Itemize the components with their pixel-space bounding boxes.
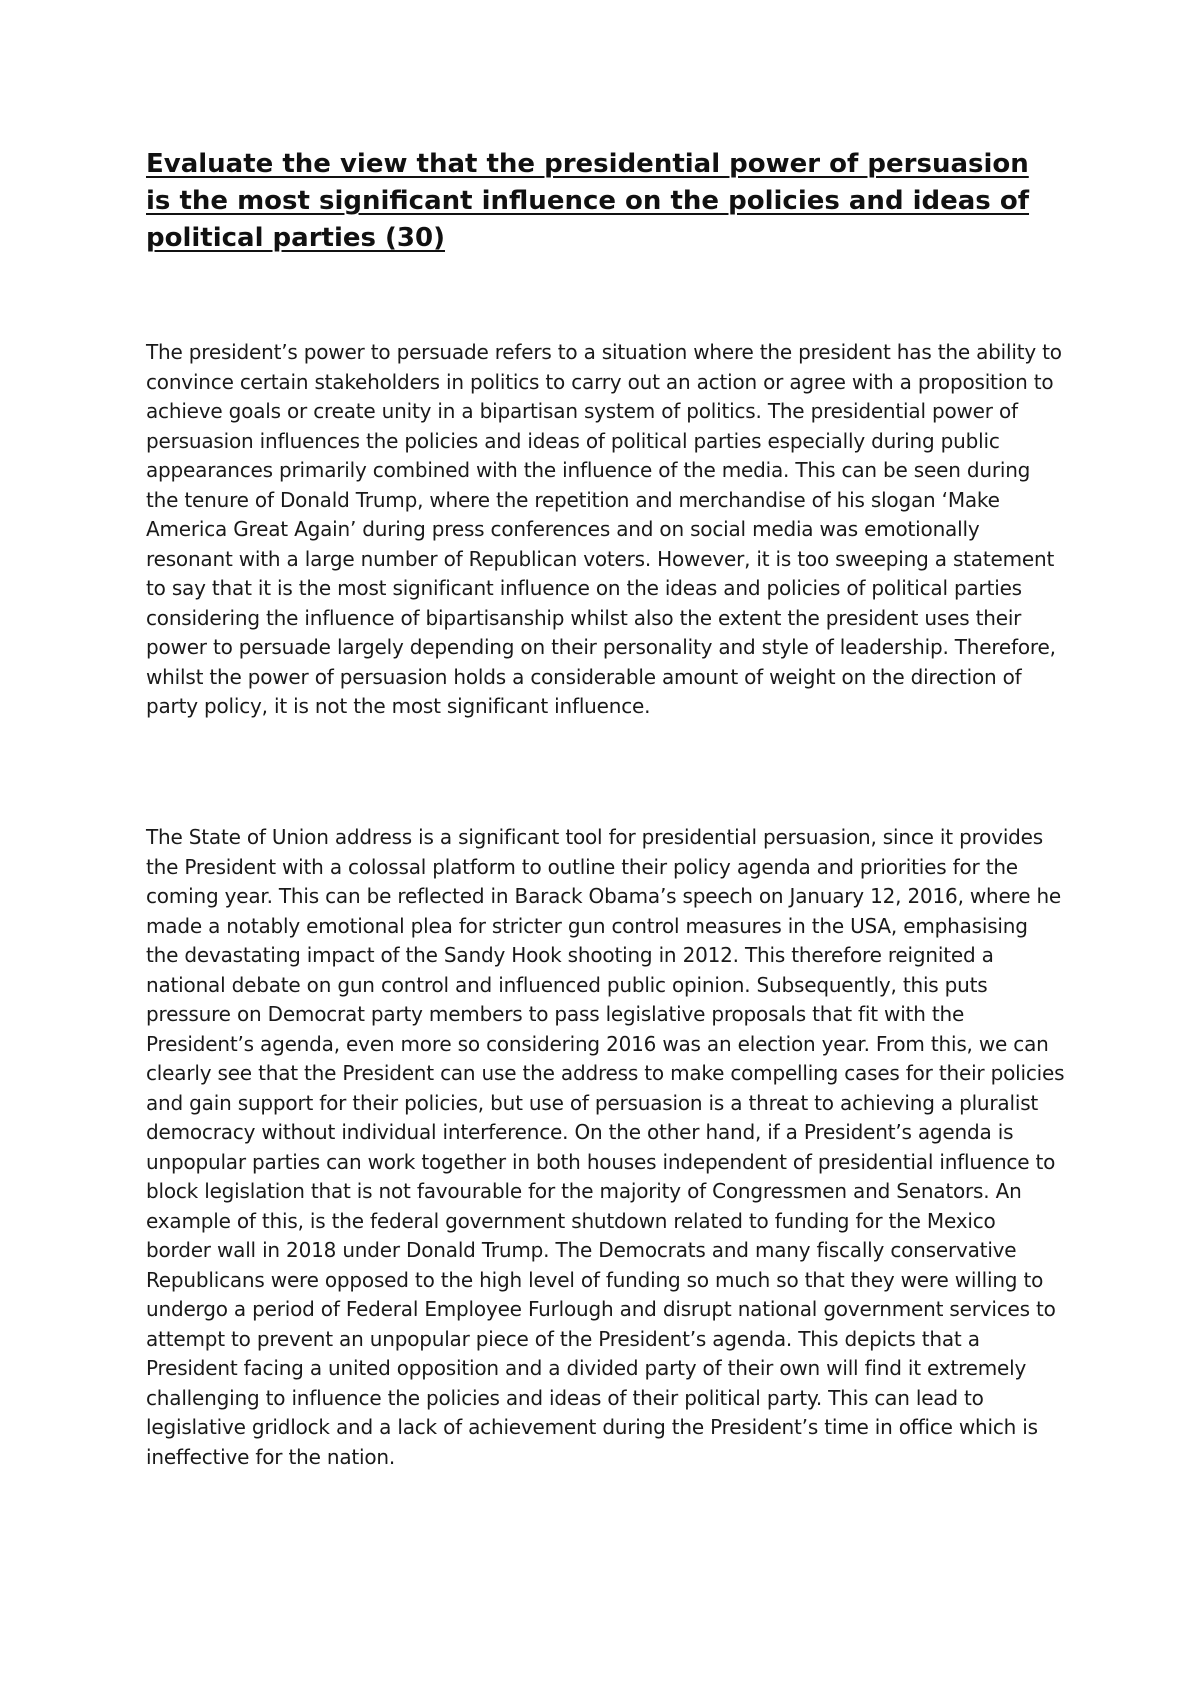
essay-paragraph-state-of-union: The State of Union address is a significant tool for presidential persuasion, since it provides the President with a colossal platform to outline their policy agenda and priorities for the coming year. This can be reflected in Barack Obama’s speech on January 12, 2016, where he made a notably emotional plea for stricter gun control measures in the USA, emphasising the devastating impact of the Sandy Hook shooting in 2012. This therefore reignited a national debate on gun control and influenced public opinion. Subsequently, this puts pressure on Democrat party members to pass legislative proposals that fit with the President’s agenda, even more so considering 2016 was an election year. From this, we can clearly see that the President can use the address to make compelling cases for their policies and gain support for their policies, but use of persuasion is a threat to achieving a pluralist democracy without individual interference. On the other hand, if a President’s agenda is unpopular parties can work together in both houses independent of presidential influence to block legislation that is not favourable for the majority of Congressmen and Senators. An example of this, is the federal government shutdown related to funding for the Mexico border wall in 2018 under Donald Trump. The Democrats and many fiscally conservative Republicans were opposed to the high level of funding so much so that they were willing to undergo a period of Federal Employee Furlough and disrupt national government services to attempt to prevent an unpopular piece of the President’s agenda. This depicts that a President facing a united opposition and a divided party of their own will find it extremely challenging to influence the policies and ideas of their political party. This can lead to legislative gridlock and a lack of achievement during the President’s time in office which is ineffective for the nation. (146, 825, 1065, 1469)
essay-paragraph-intro: The president’s power to persuade refers to a situation where the president has the ability to convince certain stakeholders in politics to carry out an action or agree with a proposition to achieve goals or create unity in a bipartisan system of politics. The presidential power of persuasion influences the policies and ideas of political parties especially during public appearances primarily combined with the influence of the media. This can be seen during the tenure of Donald Trump, where the repetition and merchandise of his slogan ‘Make America Great Again’ during press conferences and on social media was emotionally resonant with a large number of Republican voters. However, it is too sweeping a statement to say that it is the most significant influence on the ideas and policies of political parties considering the influence of bipartisanship whilst also the extent the president uses their power to persuade largely depending on their personality and style of leadership. Therefore, whilst the power of persuasion holds a considerable amount of weight on the direction of party policy, it is not the most significant influence. (146, 340, 1062, 718)
essay-title: Evaluate the view that the presidential power of persuasion is the most significant influence on the policies and ideas of political parties (30) (146, 149, 1030, 253)
